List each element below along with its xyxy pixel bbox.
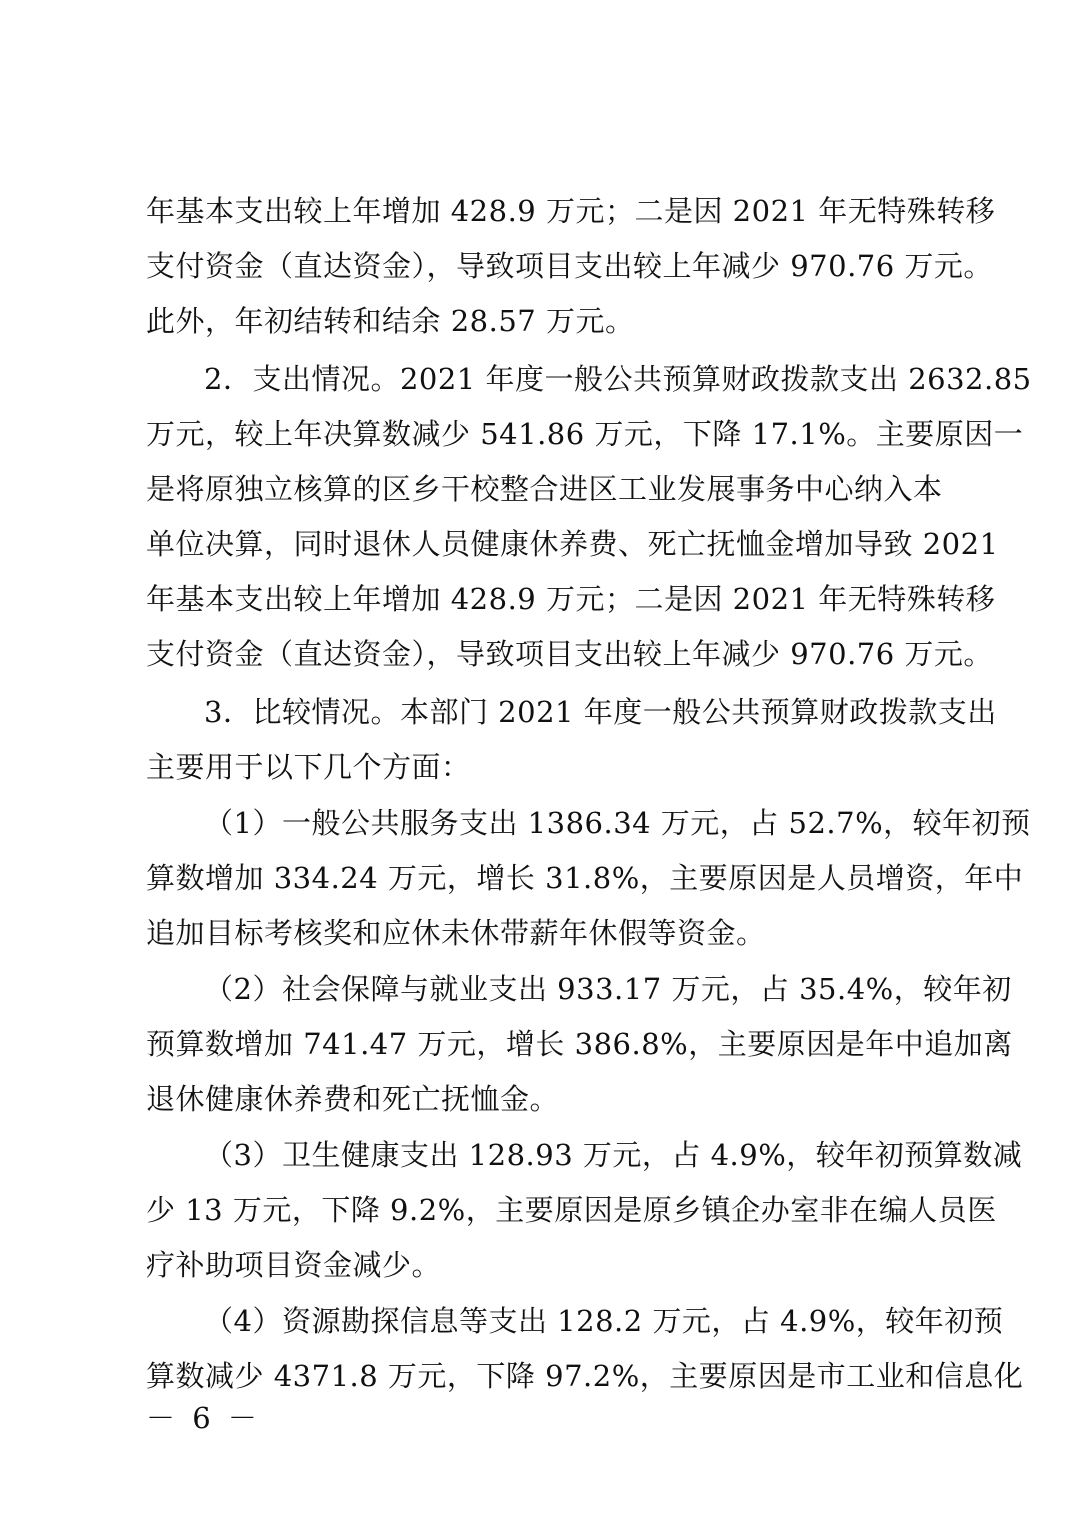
text-line-2: 支付资金（直达资金），导致项目支出较上年减少 970.76 万元。 <box>146 249 993 283</box>
text-line-14: 追加目标考核奖和应休未休带薪年休假等资金。 <box>146 916 766 950</box>
text-line-19: 少 13 万元，下降 9.2%，主要原因是原乡镇企办室非在编人员医 <box>146 1193 997 1227</box>
text-line-16: 预算数增加 741.47 万元，增长 386.8%，主要原因是年中追加离 <box>146 1027 1013 1061</box>
text-line-6: 是将原独立核算的区乡干校整合进区工业发展事务中心纳入本 <box>146 472 943 506</box>
text-line-13: 算数增加 334.24 万元，增长 31.8%，主要原因是人员增资，年中 <box>146 861 1024 895</box>
text-line-20: 疗补助项目资金减少。 <box>146 1248 442 1282</box>
text-line-22: 算数减少 4371.8 万元，下降 97.2%，主要原因是市工业和信息化 <box>146 1359 1024 1393</box>
section-2-heading-line: 2．支出情况。2021 年度一般公共预算财政拨款支出 2632.85 <box>204 362 1032 396</box>
section-3-heading-line: 3．比较情况。本部门 2021 年度一般公共预算财政拨款支出 <box>204 695 997 729</box>
text-line-1: 年基本支出较上年增加 428.9 万元；二是因 2021 年无特殊转移 <box>146 194 996 228</box>
text-line-5: 万元，较上年决算数减少 541.86 万元，下降 17.1%。主要原因一 <box>146 417 1024 451</box>
item-1-line: （1）一般公共服务支出 1386.34 万元，占 52.7%，较年初预 <box>204 806 1031 840</box>
text-line-9: 支付资金（直达资金），导致项目支出较上年减少 970.76 万元。 <box>146 637 993 671</box>
item-2-line: （2）社会保障与就业支出 933.17 万元，占 35.4%，较年初 <box>204 972 1012 1006</box>
text-line-8: 年基本支出较上年增加 428.9 万元；二是因 2021 年无特殊转移 <box>146 582 996 616</box>
text-line-7: 单位决算，同时退休人员健康休养费、死亡抚恤金增加导致 2021 <box>146 527 999 561</box>
text-line-3: 此外，年初结转和结余 28.57 万元。 <box>146 304 635 338</box>
text-line-11: 主要用于以下几个方面： <box>146 750 471 784</box>
text-line-17: 退休健康休养费和死亡抚恤金。 <box>146 1082 560 1116</box>
page-number: － 6 － <box>146 1401 261 1435</box>
item-4-line: （4）资源勘探信息等支出 128.2 万元，占 4.9%，较年初预 <box>204 1304 1004 1338</box>
item-3-line: （3）卫生健康支出 128.93 万元，占 4.9%，较年初预算数减 <box>204 1138 1023 1172</box>
